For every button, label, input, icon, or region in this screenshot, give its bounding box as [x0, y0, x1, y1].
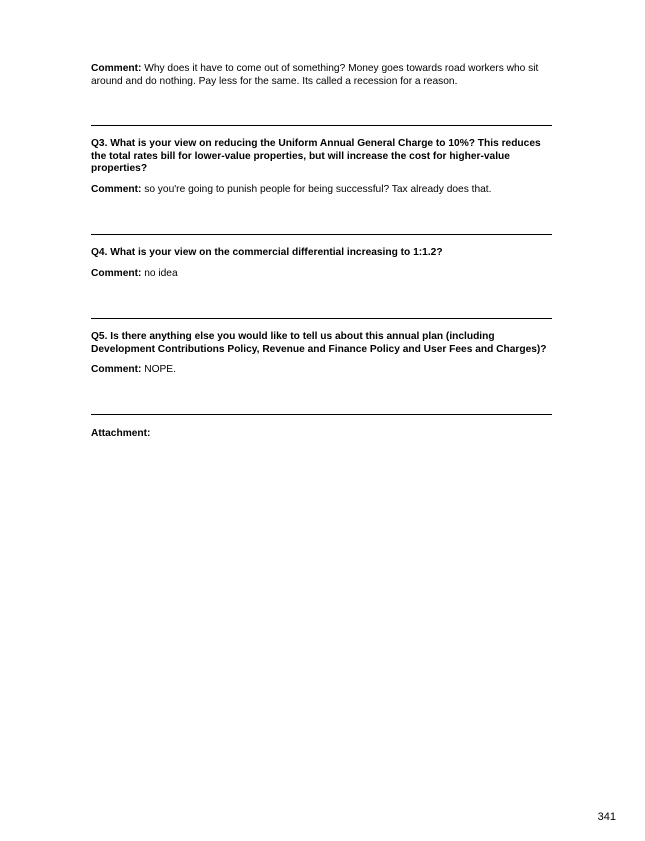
divider: [91, 125, 552, 126]
divider: [91, 318, 552, 319]
q3-question: Q3. What is your view on reducing the Uniform Annual General Charge to 10%? This reduces the total rates bill for lower-value properties, but will increase the cost for higher-value properties?: [91, 138, 541, 175]
comment-label: Comment:: [91, 268, 142, 279]
q5-comment-text: NOPE.: [144, 364, 176, 375]
q4-question: Q4. What is your view on the commercial differential increasing to 1:1.2?: [91, 247, 443, 258]
page-number: 341: [597, 811, 616, 823]
q3-comment-text: so you're going to punish people for being successful? Tax already does that.: [144, 184, 492, 195]
comment-label: Comment:: [91, 184, 142, 195]
comment-label: Comment:: [91, 63, 142, 74]
attachment-label: Attachment:: [91, 428, 151, 439]
divider: [91, 414, 552, 415]
q2-comment: [91, 63, 556, 88]
q3-comment: [91, 184, 556, 197]
q5-comment: [91, 364, 556, 377]
q4-comment: [91, 268, 556, 281]
q5-question: Q5. Is there anything else you would like to tell us about this annual plan (including Development Contributions Policy, Revenue and Finance Policy and User Fees and Charges)?: [91, 331, 547, 355]
q4-comment-text: no idea: [144, 268, 178, 279]
q2-comment-text: Why does it have to come out of something? Money goes towards road workers who sit around and do nothing. Pay less for the same. Its called a recession for a reason.: [91, 63, 539, 87]
divider: [91, 234, 552, 235]
comment-label: Comment:: [91, 364, 142, 375]
